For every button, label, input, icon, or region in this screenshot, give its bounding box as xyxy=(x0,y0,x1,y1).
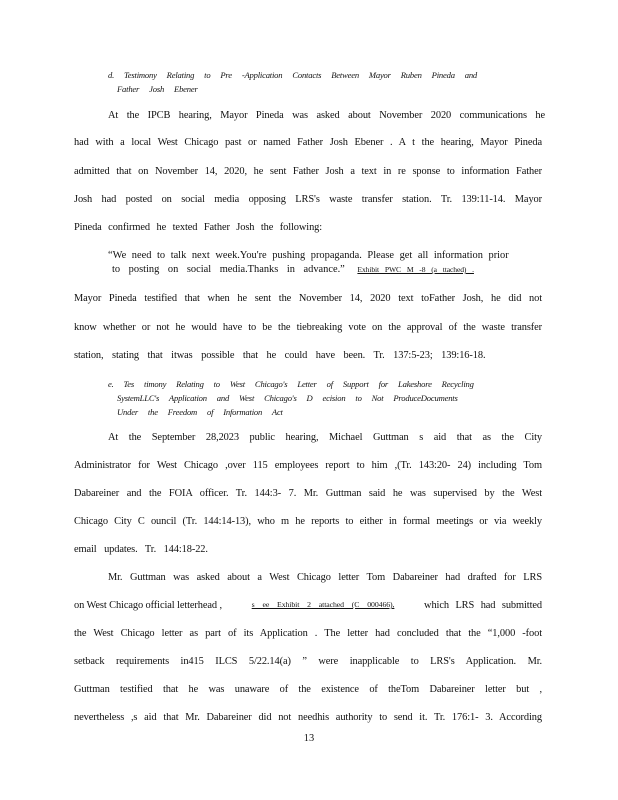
quote-text: to posting on social media.Thanks in advance.” xyxy=(112,264,345,275)
paragraph-line: Administrator for West Chicago ,over 115 employees report to him ,(Tr. 143:20- 24) including Tom xyxy=(74,460,542,471)
paragraph-line: setback requirements in415 ILCS 5/22.14(a) ” were inapplicable to LRS's Application. Mr. xyxy=(74,656,542,667)
paragraph-line: the West Chicago letter as part of its Application . The letter had concluded that the “1,000 -foot xyxy=(74,628,542,639)
paragraph-line: Guttman testified that he was unaware of the existence of theTom Dabareiner letter but , xyxy=(74,684,542,695)
paragraph-line: Pineda confirmed he texted Father Josh the following: xyxy=(74,222,323,233)
paragraph-line: nevertheless ,s aid that Mr. Dabareiner did not needhis authority to send it. Tr. 176:1- 3. According xyxy=(74,712,542,723)
quote-line: “We need to talk next week.You're pushing propaganda. Please get all information prior xyxy=(108,250,509,261)
exhibit-reference: s ee Exhibit 2 attached (C 000466), xyxy=(251,600,395,609)
paragraph-line: had with a local West Chicago past or named Father Josh Ebener . A t the hearing, Mayor Pineda xyxy=(74,137,542,148)
paragraph-line: station, stating that itwas possible that he could have been. Tr. 137:5-23; 139:16-18. xyxy=(74,350,486,361)
line-text: which LRS had submitted xyxy=(424,600,542,611)
paragraph-line: Mayor Pineda testified that when he sent the November 14, 2020 text toFather Josh, he did not xyxy=(74,293,542,304)
heading-line: Father Josh Ebener xyxy=(117,84,198,94)
paragraph-line: Dabareiner and the FOIA officer. Tr. 144:3- 7. Mr. Guttman said he was supervised by the West xyxy=(74,488,542,499)
paragraph-line: At the IPCB hearing, Mayor Pineda was asked about November 2020 communications he xyxy=(108,110,546,121)
heading-line: SystemLLC's Application and West Chicago's D ecision to Not ProduceDocuments xyxy=(117,393,458,403)
paragraph-line: At the September 28,2023 public hearing, Michael Guttman s aid that as the City xyxy=(108,432,542,443)
quote-line xyxy=(108,263,533,277)
line-text: on West Chicago official letterhead , xyxy=(74,600,223,611)
paragraph-line: Chicago City C ouncil (Tr. 144:14-13), who m he reports to either in formal meetings or via weekly xyxy=(74,516,542,527)
section-heading-d xyxy=(108,68,548,96)
heading-line: Under the Freedom of Information Act xyxy=(117,407,283,417)
paragraph-line: know whether or not he would have to be the tiebreaking vote on the approval of the waste transfer xyxy=(74,322,542,333)
paragraph-line: email updates. Tr. 144:18-22. xyxy=(74,544,208,555)
heading-line: e. Tes timony Relating to West Chicago's Letter of Support for Lakeshore Recycling xyxy=(108,379,474,389)
exhibit-reference: Exhibit PWC M -8 (a ttached) . xyxy=(357,265,474,274)
block-quote xyxy=(108,249,533,277)
paragraph-line: Josh had posted on social media opposing LRS's waste transfer station. Tr. 139:11-14. Mayor xyxy=(74,194,542,205)
heading-line: d. Testimony Relating to Pre -Application Contacts Between Mayor Ruben Pineda and xyxy=(108,70,478,80)
paragraph-line xyxy=(74,600,542,611)
paragraph-line: admitted that on November 14, 2020, he sent Father Josh a text in re sponse to information Father xyxy=(74,166,542,177)
page-number: 13 xyxy=(303,733,315,744)
paragraph-line: Mr. Guttman was asked about a West Chicago letter Tom Dabareiner had drafted for LRS xyxy=(108,572,542,583)
section-heading-e xyxy=(108,377,548,419)
